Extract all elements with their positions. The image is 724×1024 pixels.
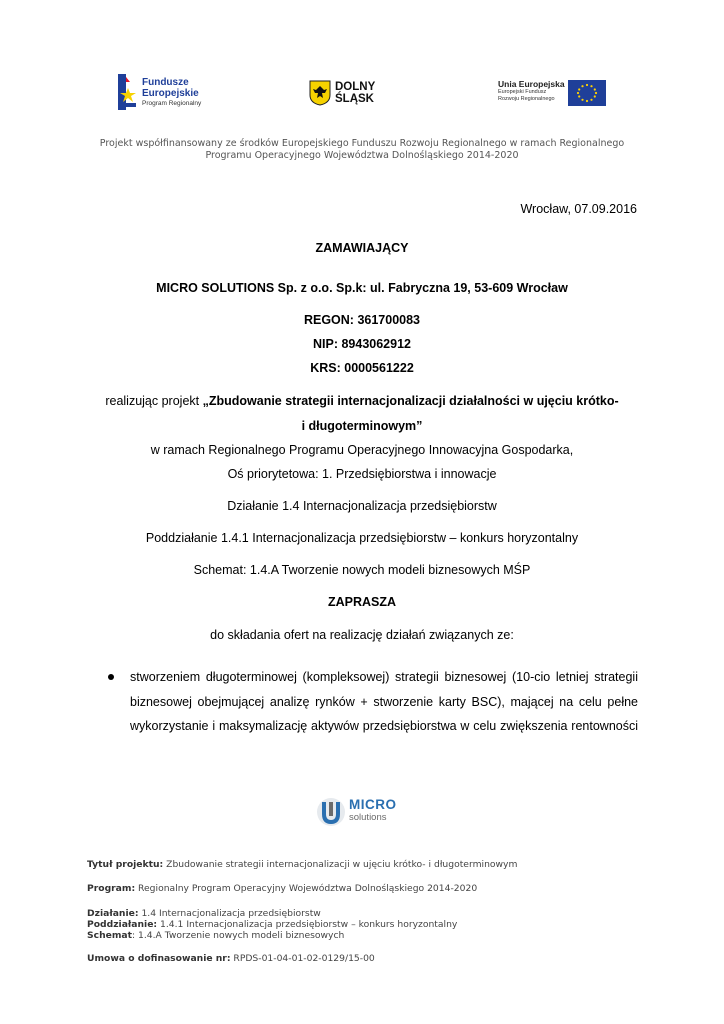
footer-action-label: Działanie: xyxy=(87,908,139,919)
footer-scheme-value: : 1.4.A Tworzenie nowych modeli biznesowych xyxy=(132,930,345,941)
micro-line2: solutions xyxy=(349,812,387,823)
logo-micro-solutions xyxy=(316,796,416,830)
project-title-line2: i długoterminowym” xyxy=(301,419,423,433)
bullet-dot-icon xyxy=(108,674,114,680)
eagle-shield-icon xyxy=(309,80,331,106)
footer-project-label: Tytuł projektu: xyxy=(87,859,164,870)
header-note xyxy=(0,138,724,162)
footer-subaction xyxy=(87,919,457,930)
project-scheme: Schemat: 1.4.A Tworzenie nowych modeli biznesowych MŚP xyxy=(193,563,531,577)
footer-scheme-label: Schemat xyxy=(87,930,132,941)
ds-line2: ŚLĄSK xyxy=(335,93,374,105)
footer-contract xyxy=(87,953,375,964)
footer-subaction-value: 1.4.1 Internacjonalizacja przedsiębiorstw – konkurs horyzontalny xyxy=(157,919,458,930)
footer-subaction-label: Poddziałanie: xyxy=(87,919,158,930)
footer-program-label: Program: xyxy=(87,883,136,894)
footer-action-value: 1.4 Internacjonalizacja przedsiębiorstw xyxy=(138,908,321,919)
regon: REGON: 361700083 xyxy=(303,313,421,327)
project-subaction: Poddziałanie 1.4.1 Internacjonalizacja przedsiębiorstw – konkurs horyzontalny xyxy=(145,531,579,545)
header-note-line1: Projekt współfinansowany ze środków Europejskiego Funduszu Rozwoju Regionalnego w ramach Regionalnego xyxy=(99,138,625,149)
footer-program-value: Regionalny Program Operacyjny Województwa Dolnośląskiego 2014-2020 xyxy=(135,883,478,894)
ds-line1: DOLNY xyxy=(335,81,376,93)
footer-project xyxy=(87,859,517,870)
logo-fundusze-europejskie xyxy=(118,73,228,111)
logo-dolny-slask xyxy=(309,80,389,106)
eu-flag-icon xyxy=(568,80,606,106)
footer-contract-value: RPDS-01-04-01-02-0129/15-00 xyxy=(230,953,375,964)
project-axis: Oś priorytetowa: 1. Przedsiębiorstwa i innowacje xyxy=(227,467,497,481)
ue-line2: Europejski Fundusz xyxy=(498,89,547,95)
project-prefix: realizując projekt xyxy=(105,394,203,408)
ue-line3: Rozwoju Regionalnego xyxy=(498,96,555,102)
project-title-part1: „Zbudowanie strategii internacjonalizacji działalności w ujęciu krótko- xyxy=(202,394,619,408)
ordering-party-name: MICRO SOLUTIONS Sp. z o.o. Sp.k: ul. Fabryczna 19, 53-609 Wrocław xyxy=(156,281,568,295)
project-action: Działanie 1.4 Internacjonalizacja przedsiębiorstw xyxy=(227,499,497,513)
krs: KRS: 0000561222 xyxy=(310,361,414,375)
project-title-line1 xyxy=(0,394,724,408)
logo-unia-europejska xyxy=(498,80,608,108)
footer-action xyxy=(87,908,321,919)
fe-line2: Europejskie xyxy=(142,88,199,99)
bullet-item xyxy=(130,665,638,739)
invite-heading: ZAPRASZA xyxy=(327,595,397,609)
project-program: w ramach Regionalnego Programu Operacyjnego Innowacyjna Gospodarka, xyxy=(150,443,574,457)
invite-text: do składania ofert na realizację działań związanych ze: xyxy=(210,628,514,642)
fe-star-icon xyxy=(118,74,138,110)
footer-program xyxy=(87,883,477,894)
footer-scheme xyxy=(87,930,344,941)
footer-contract-label: Umowa o dofinasowanie nr: xyxy=(87,953,231,964)
micro-line1: MICRO xyxy=(349,797,397,812)
date-line: Wrocław, 07.09.2016 xyxy=(520,202,637,216)
ue-line1: Unia Europejska xyxy=(498,79,565,89)
micro-u-icon xyxy=(316,796,346,828)
nip: NIP: 8943062912 xyxy=(313,337,411,351)
fe-line1: Fundusze xyxy=(142,77,189,88)
bullet-line1: stworzeniem długoterminowej (kompleksowej) strategii biznesowej (10-cio letniej strategii xyxy=(130,670,638,684)
bullet-line2: biznesowej obejmującej analizę rynków + stworzenie karty BSC), mającej na celu pełne xyxy=(130,694,638,709)
header-note-line2: Programu Operacyjnego Województwa Dolnośląskiego 2014-2020 xyxy=(205,150,519,161)
footer-project-value: Zbudowanie strategii internacjonalizacji w ujęciu krótko- i długoterminowym xyxy=(163,859,518,870)
fe-line3: Program Regionalny xyxy=(142,100,202,107)
ordering-party-heading: ZAMAWIAJĄCY xyxy=(315,241,409,255)
bullet-line3: wykorzystanie i maksymalizację aktywów przedsiębiorstwa w celu zwiększenia rentowności xyxy=(130,719,638,733)
